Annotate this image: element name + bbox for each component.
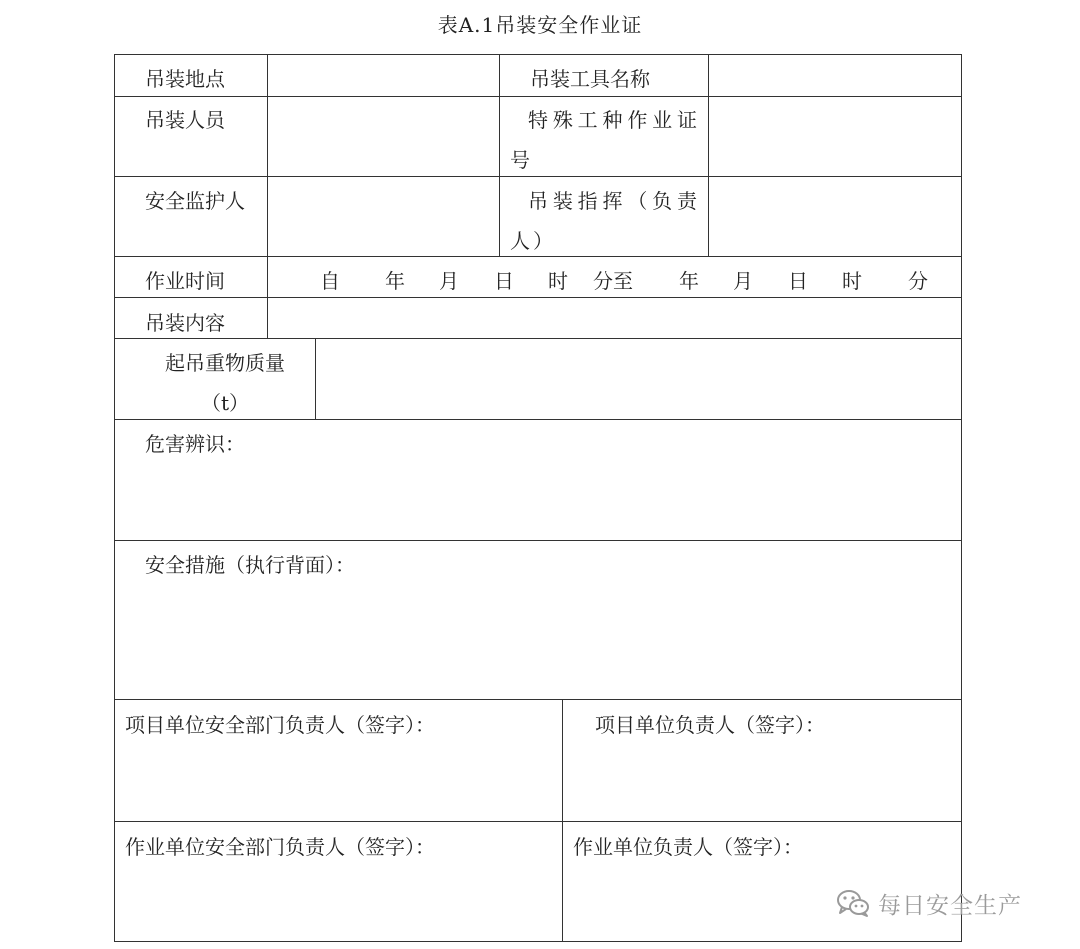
lifting-tool-name-field[interactable] xyxy=(709,55,961,96)
watermark-text: 每日安全生产 xyxy=(878,892,1022,919)
time-part-month: 月 xyxy=(733,269,753,293)
project-head-signature-label: 项目单位负责人（签字）： xyxy=(595,713,825,737)
lifted-weight-label: 起吊重物质量 xyxy=(165,351,285,375)
work-time-label: 作业时间 xyxy=(145,269,225,293)
safety-measures-field[interactable] xyxy=(115,581,961,699)
time-part-day: 日 xyxy=(494,269,514,293)
time-part-minute-to: 分至 xyxy=(593,269,633,293)
project-safety-dept-head-signature-label: 项目单位安全部门负责人（签字）： xyxy=(125,713,435,737)
special-work-cert-label: 特殊工种作业证号 xyxy=(510,108,700,172)
watermark xyxy=(836,884,1056,922)
hazard-identification-label: 危害辨识： xyxy=(145,432,245,456)
time-part-year: 年 xyxy=(679,269,699,293)
hazard-identification-field[interactable] xyxy=(115,460,961,540)
time-part-day: 日 xyxy=(788,269,808,293)
lifting-tool-name-label: 吊装工具名称 xyxy=(530,67,650,91)
row-divider xyxy=(115,821,961,822)
work-safety-dept-head-signature-field[interactable] xyxy=(115,865,562,941)
time-part-from: 自 xyxy=(320,269,340,293)
lifting-personnel-field[interactable] xyxy=(268,97,499,176)
row-divider xyxy=(115,699,961,700)
row-divider xyxy=(115,540,961,541)
project-head-signature-field[interactable] xyxy=(563,743,961,821)
lifted-weight-field[interactable] xyxy=(316,339,961,419)
lifting-commander-field[interactable] xyxy=(709,177,961,256)
time-part-hour: 时 xyxy=(842,269,862,293)
work-head-signature-label: 作业单位负责人（签字）： xyxy=(573,835,803,859)
lifting-content-label: 吊装内容 xyxy=(145,311,225,335)
safety-guardian-field[interactable] xyxy=(268,177,499,256)
time-part-minute: 分 xyxy=(908,269,928,293)
lifting-content-field[interactable] xyxy=(268,298,961,338)
lifting-safety-permit-form xyxy=(114,54,962,942)
safety-measures-label: 安全措施（执行背面）： xyxy=(145,553,355,577)
lifting-commander-label: 吊装指挥（负责人） xyxy=(510,189,700,253)
safety-guardian-label: 安全监护人 xyxy=(145,189,245,213)
document-title: 表A.1吊装安全作业证 xyxy=(437,13,643,37)
lifting-personnel-label: 吊装人员 xyxy=(145,108,225,132)
project-safety-dept-head-signature-field[interactable] xyxy=(115,743,562,821)
time-part-month: 月 xyxy=(439,269,459,293)
lifting-location-label: 吊装地点 xyxy=(145,67,225,91)
wechat-icon xyxy=(836,888,870,918)
special-work-cert-field[interactable] xyxy=(709,97,961,176)
column-divider xyxy=(499,55,500,256)
time-part-hour: 时 xyxy=(548,269,568,293)
time-part-year: 年 xyxy=(385,269,405,293)
lifting-location-field[interactable] xyxy=(268,55,499,96)
work-safety-dept-head-signature-label: 作业单位安全部门负责人（签字）： xyxy=(125,835,435,859)
lifted-weight-unit: （t） xyxy=(200,391,250,415)
